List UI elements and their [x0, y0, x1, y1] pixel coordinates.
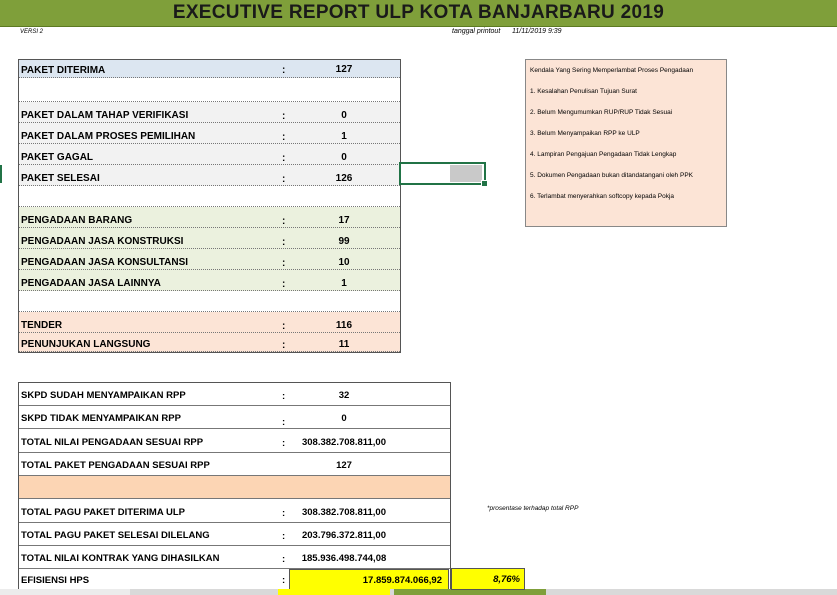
finance-row: [19, 569, 450, 591]
summary-row: [19, 165, 400, 186]
summary-row: [19, 123, 400, 144]
row-colon: :: [282, 153, 286, 164]
row-label: PENGADAAN JASA KONSTRUKSI: [21, 236, 184, 247]
row-label: EFISIENSI HPS: [21, 575, 90, 586]
row-label: PAKET DALAM PROSES PEMILIHAN: [21, 131, 196, 142]
notes-item: 5. Dokumen Pengadaan bukan ditandatangani oleh PPK: [530, 172, 693, 179]
summary-table: [18, 59, 401, 353]
row-value: 1: [341, 278, 347, 289]
row-value: 0: [341, 152, 347, 163]
summary-row: [19, 270, 400, 291]
sheet-tab[interactable]: [0, 589, 130, 595]
efisiensi-percent: 8,76%: [451, 568, 525, 590]
row-label: PAKET SELESAI: [21, 173, 100, 184]
row-label: PENGADAAN JASA LAINNYA: [21, 278, 161, 289]
row-colon: :: [282, 132, 286, 143]
row-value: 127: [336, 460, 352, 471]
row-value: 11: [338, 339, 350, 350]
row-value: 126: [335, 173, 353, 184]
row-label: SKPD TIDAK MENYAMPAIKAN RPP: [21, 413, 181, 424]
summary-row: [19, 312, 400, 333]
sheet-tab-bar: [0, 589, 837, 595]
row-label: TOTAL NILAI KONTRAK YANG DIHASILKAN: [21, 553, 220, 564]
row-colon: :: [282, 237, 286, 248]
row-colon: :: [282, 554, 286, 565]
sheet-tab[interactable]: [278, 589, 390, 595]
row-value: 0: [341, 413, 347, 424]
row-colon: :: [282, 340, 286, 351]
summary-row: [19, 333, 400, 352]
finance-row: [19, 406, 450, 429]
notes-title: Kendala Yang Sering Memperlambat Proses Pengadaan: [530, 67, 694, 74]
version-label: VERSI 2: [20, 29, 44, 35]
row-colon: :: [282, 508, 286, 519]
row-value: 203.796.372.811,00: [301, 530, 386, 541]
summary-row: [19, 78, 400, 102]
row-label: TOTAL PAGU PAKET SELESAI DILELANG: [21, 530, 210, 541]
row-value: 308.382.708.811,00: [301, 437, 386, 448]
finance-row: [19, 453, 450, 476]
constraints-notes: [525, 59, 727, 227]
row-colon: :: [282, 391, 286, 402]
summary-row: [19, 60, 400, 78]
row-value: 0: [341, 110, 347, 121]
finance-table: [18, 382, 451, 590]
row-value: 17: [338, 215, 350, 226]
summary-row: [19, 291, 400, 312]
finance-row: [19, 429, 450, 453]
row-colon: :: [282, 321, 286, 332]
row-label: PENGADAAN BARANG: [21, 215, 133, 226]
row-label: PAKET DALAM TAHAP VERIFIKASI: [21, 110, 189, 121]
efisiensi-value: 17.859.874.066,92: [289, 569, 449, 591]
finance-row: [19, 499, 450, 523]
row-label: SKPD SUDAH MENYAMPAIKAN RPP: [21, 390, 186, 401]
report-title: EXECUTIVE REPORT ULP KOTA BANJARBARU 2019: [172, 2, 665, 23]
notes-item: 4. Lampiran Pengajuan Pengadaan Tidak Lengkap: [530, 151, 677, 158]
selected-cell[interactable]: [399, 162, 486, 185]
row-value: 127: [335, 64, 353, 75]
notes-item: 2. Belum Mengumumkan RUP/RUP Tidak Sesuai: [530, 109, 673, 116]
row-colon: :: [282, 174, 286, 185]
finance-row: [19, 546, 450, 569]
row-colon: :: [282, 111, 286, 122]
row-label: PAKET DITERIMA: [21, 65, 106, 76]
row-value: 32: [338, 390, 350, 401]
row-label: PAKET GAGAL: [21, 152, 94, 163]
active-row-marker: [0, 165, 2, 183]
row-value: 185.936.498.744,08: [301, 553, 387, 564]
finance-row: [19, 383, 450, 406]
row-label: TOTAL NILAI PENGADAAN SESUAI RPP: [21, 437, 204, 448]
printout-label: tanggal printout: [452, 28, 501, 35]
row-colon: :: [282, 531, 286, 542]
notes-item: 3. Belum Menyampaikan RPP ke ULP: [530, 130, 640, 137]
summary-row: [19, 102, 400, 123]
finance-row: [19, 523, 450, 546]
row-colon: :: [282, 417, 286, 428]
row-value: 99: [338, 236, 350, 247]
notes-item: 6. Terlambat menyerahkan softcopy kepada Pokja: [530, 193, 675, 200]
summary-row: [19, 207, 400, 228]
row-colon: :: [282, 438, 286, 449]
row-label: TOTAL PAGU PAKET DITERIMA ULP: [21, 507, 185, 518]
row-label: TENDER: [21, 320, 63, 331]
summary-row: [19, 144, 400, 165]
report-banner: [0, 0, 837, 27]
row-value: 308.382.708.811,00: [301, 507, 386, 518]
summary-row: [19, 249, 400, 270]
row-colon: :: [282, 279, 286, 290]
row-colon: :: [282, 65, 286, 76]
row-value: 10: [338, 257, 350, 268]
row-value: 116: [335, 320, 353, 331]
finance-row: [19, 476, 450, 499]
row-colon: :: [282, 216, 286, 227]
printout-value: 11/11/2019 9:39: [512, 28, 562, 35]
row-colon: :: [282, 575, 286, 586]
summary-row: [19, 186, 400, 207]
notes-item: 1. Kesalahan Penulisan Tujuan Surat: [530, 88, 637, 95]
row-colon: :: [282, 258, 286, 269]
percentage-note: *prosentase terhadap total RPP: [487, 505, 579, 512]
row-label: PENGADAAN JASA KONSULTANSI: [21, 257, 189, 268]
fill-handle[interactable]: [481, 180, 488, 187]
summary-row: [19, 228, 400, 249]
row-value: 1: [341, 131, 347, 142]
row-label: PENUNJUKAN LANGSUNG: [21, 339, 151, 350]
row-label: TOTAL PAKET PENGADAAN SESUAI RPP: [21, 460, 210, 471]
